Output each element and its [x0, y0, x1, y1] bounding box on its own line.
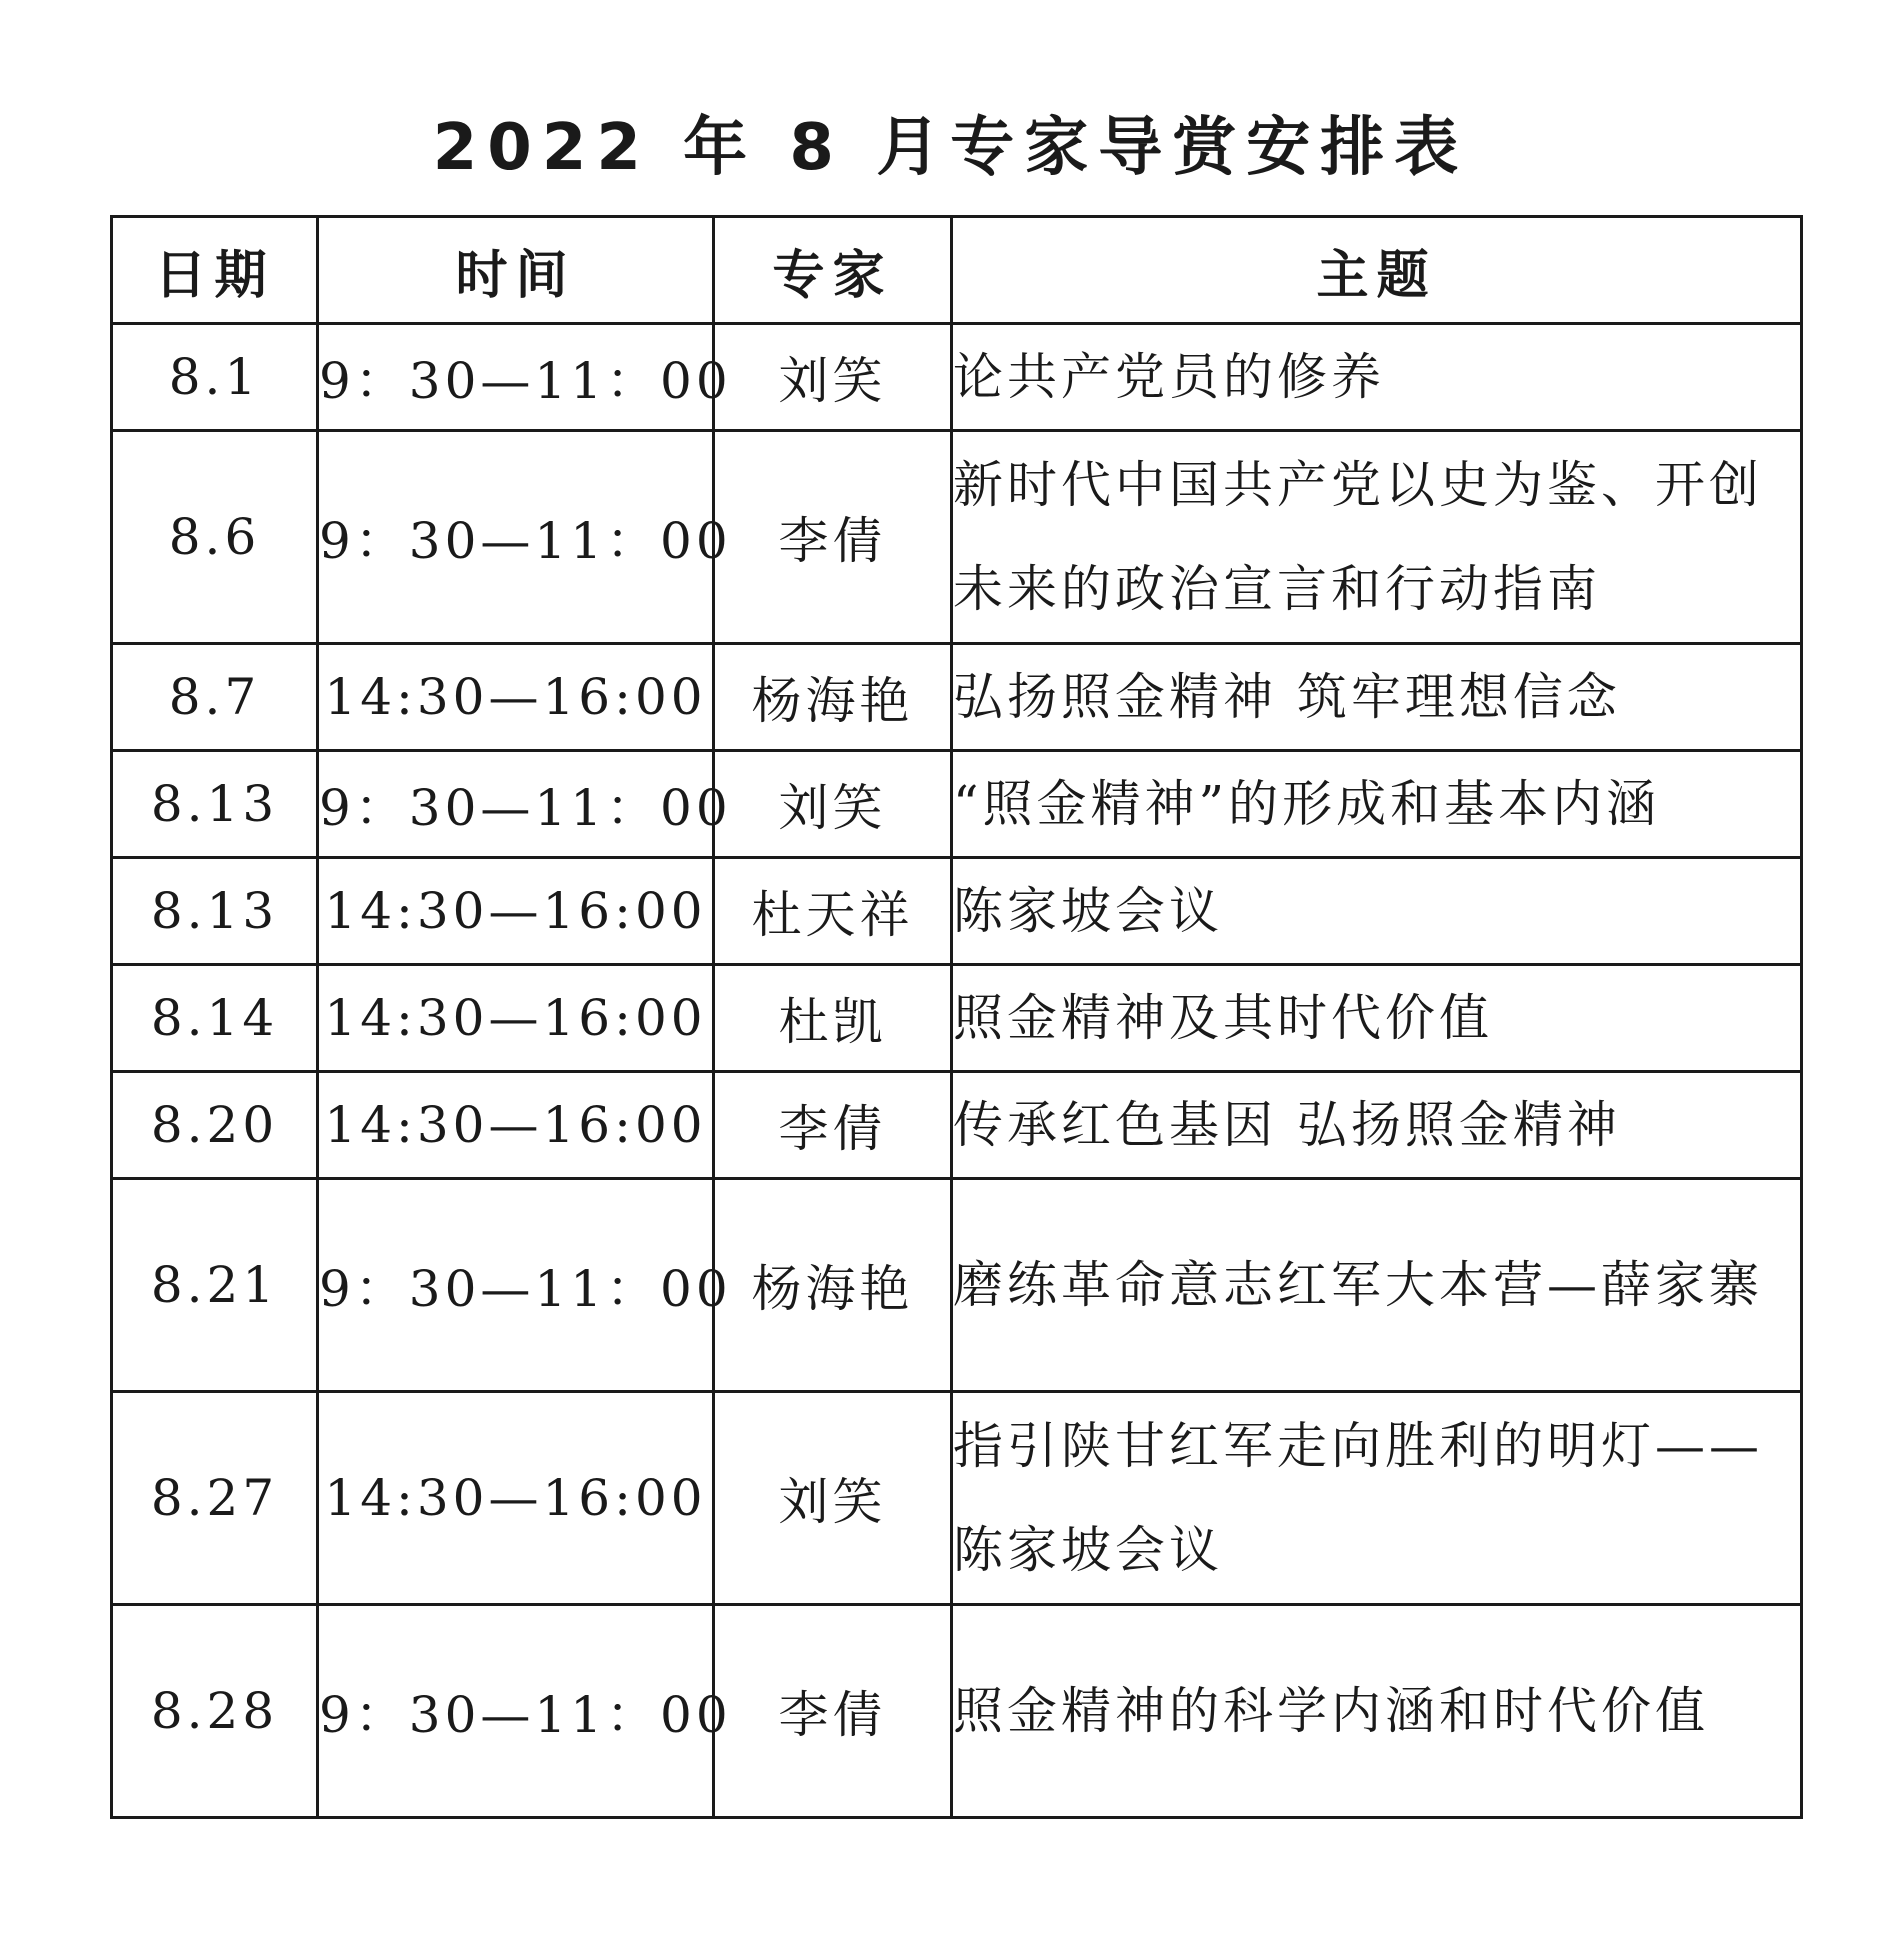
header-row — [112, 217, 1802, 324]
table-row — [112, 1072, 1802, 1179]
expert-cell: 刘笑 — [714, 324, 952, 431]
date-cell: 8.14 — [112, 965, 318, 1072]
time-cell: 9：30—11：00 — [318, 751, 714, 858]
topic-cell: 指引陕甘红军走向胜利的明灯——陈家坡会议 — [952, 1392, 1802, 1605]
header-expert: 专家 — [714, 217, 952, 324]
expert-cell: 李倩 — [714, 1072, 952, 1179]
topic-cell: 传承红色基因 弘扬照金精神 — [952, 1072, 1802, 1179]
header-topic: 主题 — [952, 217, 1802, 324]
expert-cell: 刘笑 — [714, 1392, 952, 1605]
topic-cell: 陈家坡会议 — [952, 858, 1802, 965]
time-cell: 14:30—16:00 — [318, 644, 714, 751]
table-row — [112, 1392, 1802, 1605]
header-date: 日期 — [112, 217, 318, 324]
expert-cell: 杨海艳 — [714, 644, 952, 751]
schedule-table — [110, 215, 1803, 1819]
topic-cell: “照金精神”的形成和基本内涵 — [952, 751, 1802, 858]
expert-cell: 李倩 — [714, 431, 952, 644]
date-cell: 8.6 — [112, 431, 318, 644]
date-cell: 8.27 — [112, 1392, 318, 1605]
expert-cell: 杜凯 — [714, 965, 952, 1072]
expert-cell: 杜天祥 — [714, 858, 952, 965]
date-cell: 8.21 — [112, 1179, 318, 1392]
time-cell: 9：30—11：00 — [318, 324, 714, 431]
topic-cell: 论共产党员的修养 — [952, 324, 1802, 431]
table-row — [112, 858, 1802, 965]
date-cell: 8.20 — [112, 1072, 318, 1179]
time-cell: 9：30—11：00 — [318, 1179, 714, 1392]
expert-cell: 刘笑 — [714, 751, 952, 858]
topic-cell: 新时代中国共产党以史为鉴、开创未来的政治宣言和行动指南 — [952, 431, 1802, 644]
time-cell: 9：30—11：00 — [318, 431, 714, 644]
date-cell: 8.28 — [112, 1605, 318, 1818]
header-time: 时间 — [318, 217, 714, 324]
time-cell: 14:30—16:00 — [318, 858, 714, 965]
topic-cell: 弘扬照金精神 筑牢理想信念 — [952, 644, 1802, 751]
table-row — [112, 644, 1802, 751]
date-cell: 8.13 — [112, 751, 318, 858]
date-cell: 8.1 — [112, 324, 318, 431]
page-title: 2022 年 8 月专家导赏安排表 — [432, 111, 1469, 185]
table-row — [112, 965, 1802, 1072]
expert-cell: 杨海艳 — [714, 1179, 952, 1392]
table-row — [112, 1605, 1802, 1818]
time-cell: 14:30—16:00 — [318, 1072, 714, 1179]
topic-cell: 磨练革命意志红军大本营—薛家寨 — [952, 1179, 1802, 1392]
time-cell: 14:30—16:00 — [318, 965, 714, 1072]
date-cell: 8.7 — [112, 644, 318, 751]
table-row — [112, 1179, 1802, 1392]
topic-cell: 照金精神的科学内涵和时代价值 — [952, 1605, 1802, 1818]
date-cell: 8.13 — [112, 858, 318, 965]
expert-cell: 李倩 — [714, 1605, 952, 1818]
time-cell: 14:30—16:00 — [318, 1392, 714, 1605]
table-row — [112, 431, 1802, 644]
topic-cell: 照金精神及其时代价值 — [952, 965, 1802, 1072]
table-row — [112, 751, 1802, 858]
table-row — [112, 324, 1802, 431]
time-cell: 9：30—11：00 — [318, 1605, 714, 1818]
